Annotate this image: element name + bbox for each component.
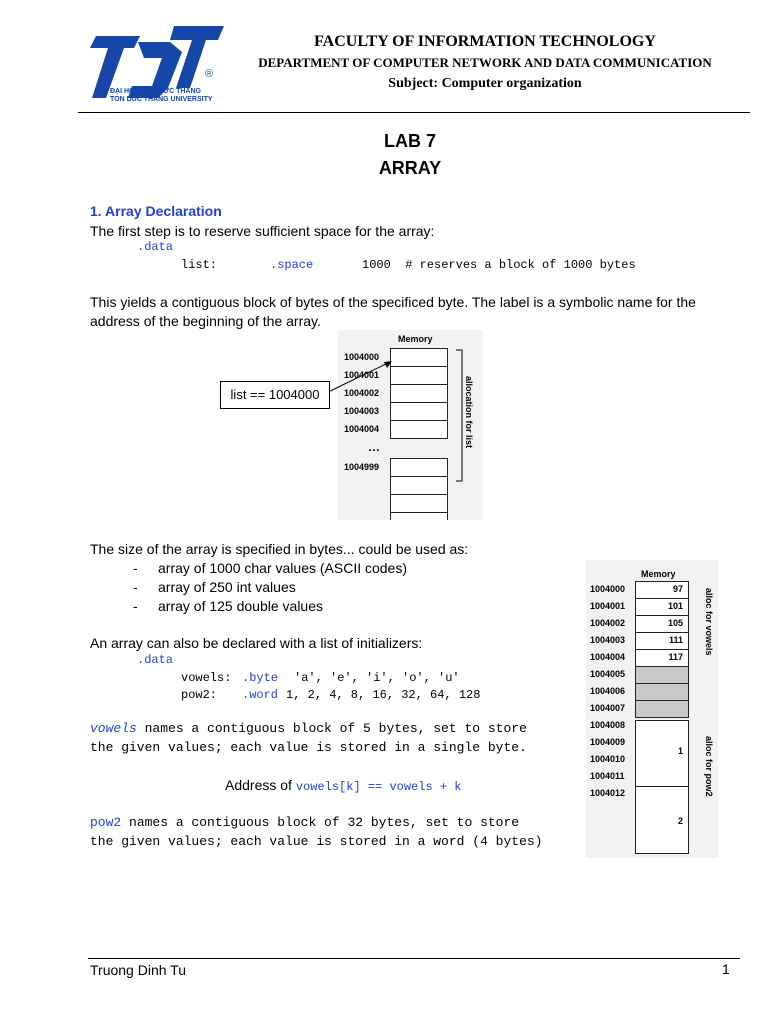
memory-address: 1004004 xyxy=(344,424,380,434)
code-pow2-label: pow2: xyxy=(181,688,218,702)
footer-author: Truong Dinh Tu xyxy=(90,962,186,978)
memory-value: 101 xyxy=(667,601,683,611)
pow2-word-value: 2 xyxy=(677,816,683,826)
memory-address: 1004000 xyxy=(590,584,626,594)
bullet-item: array of 125 double values xyxy=(158,598,323,614)
memory-cell xyxy=(635,683,689,701)
code-word-args: 1, 2, 4, 8, 16, 32, 64, 128 xyxy=(286,688,481,702)
lab-title: ARRAY xyxy=(378,158,442,178)
memory-cell xyxy=(390,494,448,513)
memory-address: 1004006 xyxy=(590,686,626,696)
memory-cell xyxy=(390,512,448,520)
vowels-description-text: names a contiguous block of 5 bytes, set to store xyxy=(136,721,527,736)
memory-address: 1004011 xyxy=(590,771,625,781)
code-space-directive: .space xyxy=(270,258,314,272)
code-data-directive: .data xyxy=(137,653,174,667)
memory-address: 1004009 xyxy=(590,737,626,747)
memory-address: 1004003 xyxy=(344,406,380,416)
bullet-mark: - xyxy=(133,598,138,614)
code-data-directive: .data xyxy=(137,240,174,254)
memory-cell xyxy=(390,420,448,439)
memory-address: 1004008 xyxy=(590,720,626,730)
memory-address: 1004003 xyxy=(590,635,626,645)
code-word-directive: .word xyxy=(242,688,279,702)
bullet-item: array of 250 int values xyxy=(158,579,296,595)
department-heading: DEPARTMENT OF COMPUTER NETWORK AND DATA COMMUNICATION xyxy=(258,55,712,70)
memory-cell xyxy=(390,476,448,495)
pow2-description xyxy=(90,815,519,830)
vowels-identifier: vowels xyxy=(90,721,137,736)
memory-value: 111 xyxy=(668,635,683,645)
memory-diagram-vowels-pow2 xyxy=(586,560,718,858)
paragraph-line: The size of the array is specified in bytes... could be used as: xyxy=(90,541,469,557)
vowels-allocation-label: alloc for vowels xyxy=(704,588,714,656)
logo-subtitle-vn: ĐẠI HỌC TÔN ĐỨC THẮNG xyxy=(110,88,201,95)
memory-value: 97 xyxy=(672,584,683,594)
pow2-allocation-label: alloc for pow2 xyxy=(704,736,714,797)
code-byte-args: 'a', 'e', 'i', 'o', 'u' xyxy=(294,671,460,685)
pow2-word-value: 1 xyxy=(677,746,683,756)
vowels-description-line2: the given values; each value is stored in a single byte. xyxy=(90,740,527,755)
intro-text: The first step is to reserve sufficient space for the array: xyxy=(90,223,435,239)
paragraph-line: address of the beginning of the array. xyxy=(90,313,321,329)
memory-address: 1004002 xyxy=(344,388,380,398)
memory-address: 1004000 xyxy=(344,352,380,362)
page-number: 1 xyxy=(722,961,730,977)
code-space-args: 1000 # reserves a block of 1000 bytes xyxy=(362,258,636,272)
address-formula-prefix: Address of xyxy=(225,777,296,793)
vowels-description xyxy=(90,721,527,736)
logo-subtitle-en: TON DUC THANG UNIVERSITY xyxy=(110,96,213,103)
memory-address: 1004004 xyxy=(590,652,626,662)
footer-divider xyxy=(88,958,740,959)
code-byte-directive: .byte xyxy=(242,671,279,685)
address-formula-code: vowels[k] == vowels + k xyxy=(295,780,462,794)
pow2-description-line2: the given values; each value is stored in a word (4 bytes) xyxy=(90,834,543,849)
paragraph-line: An array can also be declared with a list of initializers: xyxy=(90,635,423,651)
memory-value: 117 xyxy=(668,652,683,662)
bullet-mark: - xyxy=(133,579,138,595)
bullet-item: array of 1000 char values (ASCII codes) xyxy=(158,560,408,576)
memory-address: 1004002 xyxy=(590,618,626,628)
header-divider xyxy=(78,112,750,113)
memory-cell xyxy=(390,402,448,421)
pow2-identifier: pow2 xyxy=(90,815,122,830)
section-heading: 1. Array Declaration xyxy=(90,203,222,219)
memory-value: 105 xyxy=(667,618,683,628)
memory-address: 1004001 xyxy=(590,601,626,611)
pointer-arrow xyxy=(320,340,400,400)
allocation-label: allocation for list xyxy=(464,376,474,449)
memory-address: 1004005 xyxy=(590,669,626,679)
lab-number: LAB 7 xyxy=(383,131,436,151)
memory-title: Memory xyxy=(398,334,433,344)
memory-cell xyxy=(635,666,689,684)
memory-cell xyxy=(635,700,689,718)
address-formula xyxy=(225,777,461,794)
memory-address: 1004010 xyxy=(590,754,626,764)
memory-address: 1004001 xyxy=(344,370,380,380)
code-list-label: list: xyxy=(181,258,218,272)
memory-ellipsis: … xyxy=(368,440,380,454)
memory-address: 1004012 xyxy=(590,788,626,798)
list-address-callout: list == 1004000 xyxy=(220,381,330,409)
code-vowels-label: vowels: xyxy=(181,671,232,685)
faculty-heading: FACULTY OF INFORMATION TECHNOLOGY xyxy=(314,33,656,50)
memory-address: 1004007 xyxy=(590,703,626,713)
pow2-description-text: names a contiguous block of 32 bytes, set to store xyxy=(121,815,520,830)
registered-mark: ® xyxy=(205,68,214,80)
memory-cell xyxy=(390,458,448,477)
subject-heading: Subject: Computer organization xyxy=(388,76,582,91)
paragraph-line: This yields a contiguous block of bytes of the specificed byte. The label is a symbolic name for the xyxy=(90,294,696,310)
bullet-mark: - xyxy=(133,560,138,576)
memory-address: 1004999 xyxy=(344,462,380,472)
memory-title: Memory xyxy=(641,569,676,579)
